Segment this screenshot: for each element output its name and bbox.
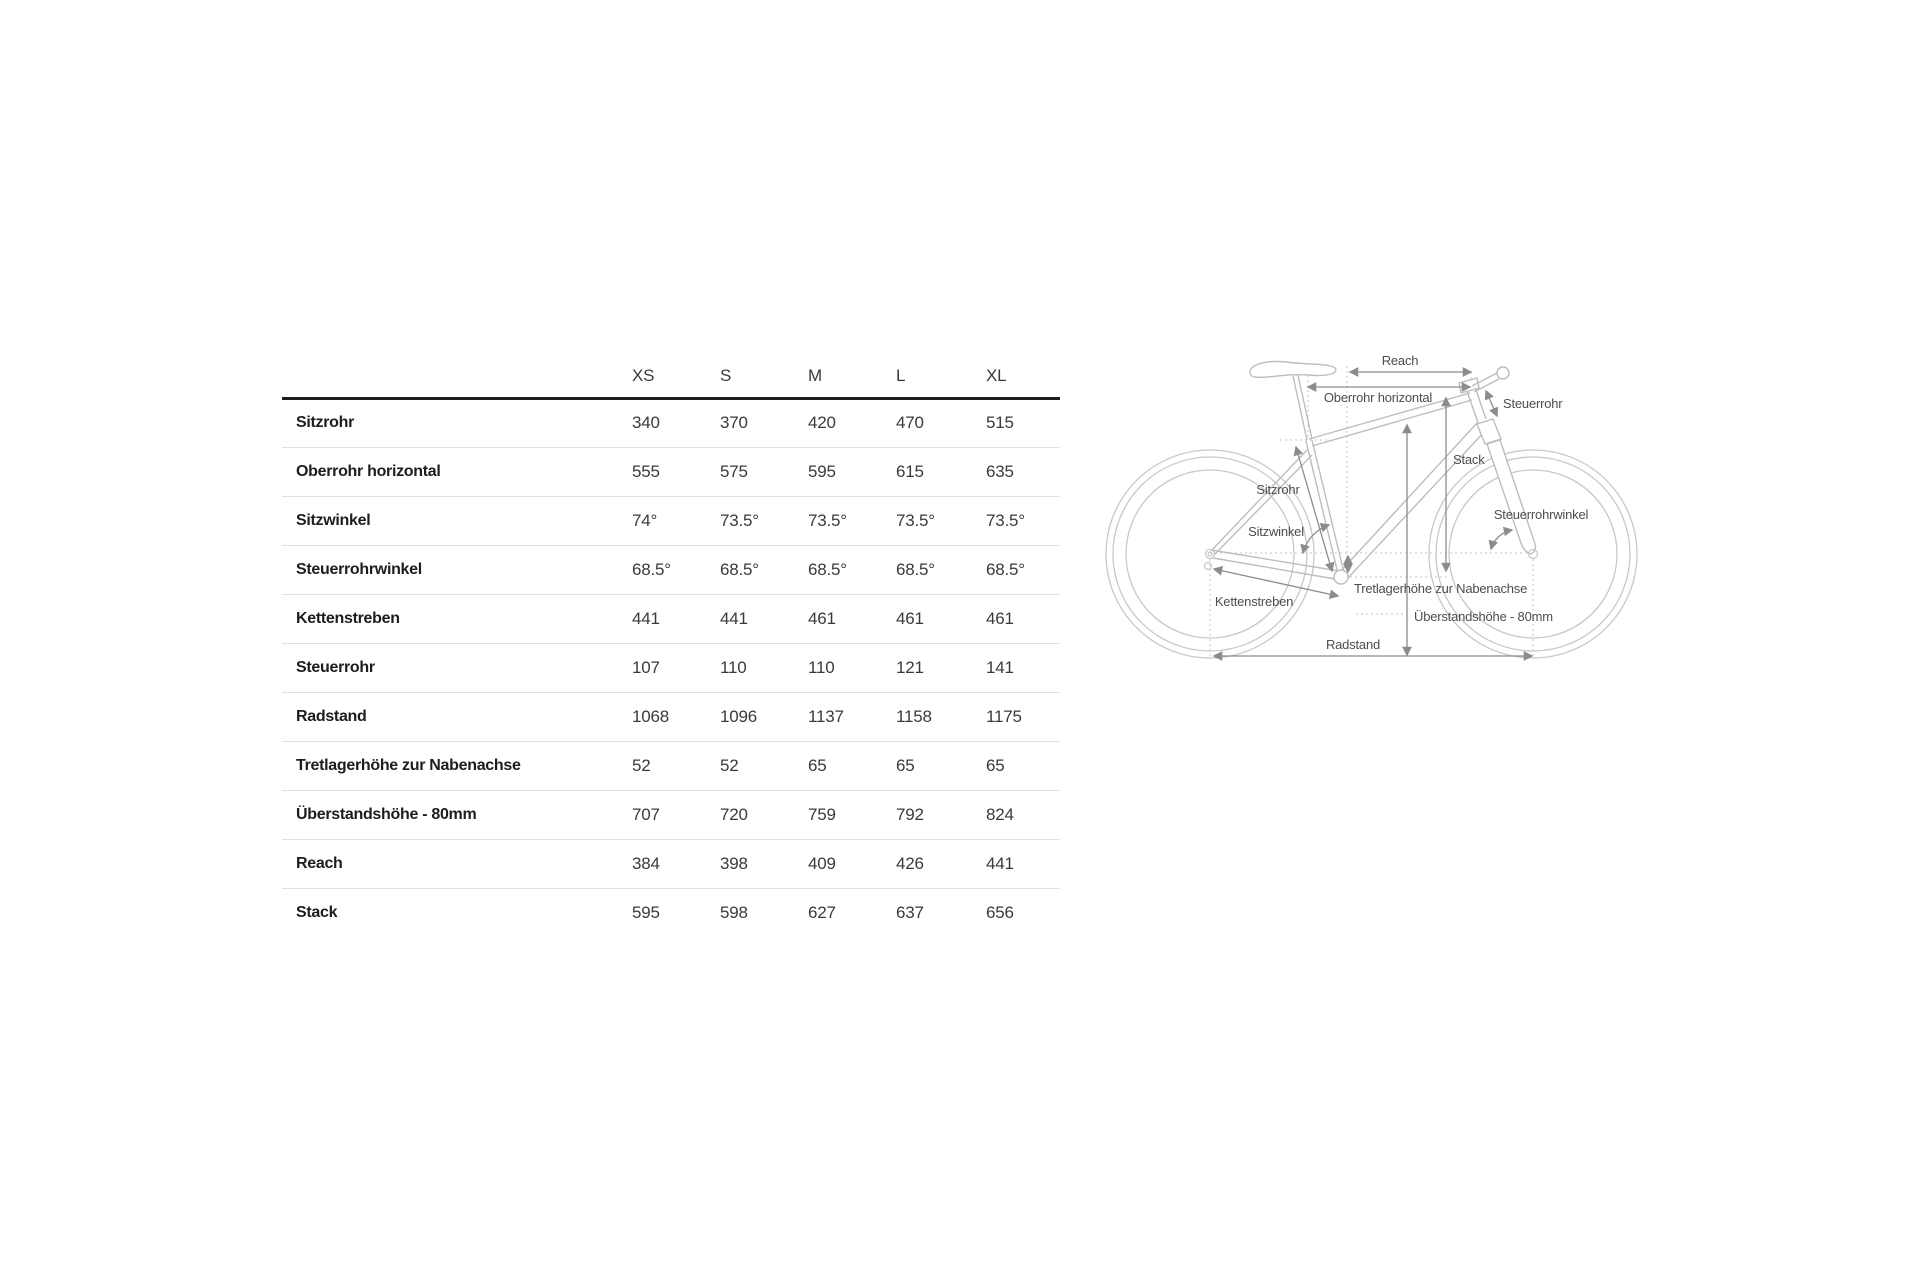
diagram-label-sitzwinkel: Sitzwinkel	[1248, 524, 1304, 539]
cell: 65	[896, 741, 986, 790]
cell: 73.5°	[808, 496, 896, 545]
cell: 441	[720, 594, 808, 643]
cell: 73.5°	[986, 496, 1060, 545]
table-row	[282, 447, 1060, 496]
saddle-icon	[1250, 361, 1336, 377]
cell: 759	[808, 790, 896, 839]
cell: 384	[632, 839, 720, 888]
cell: 707	[632, 790, 720, 839]
row-label: Überstandshöhe - 80mm	[282, 790, 632, 839]
cell: 68.5°	[986, 545, 1060, 594]
cell: 52	[720, 741, 808, 790]
cell: 637	[896, 902, 924, 922]
row-label: Steuerrohr	[282, 643, 632, 692]
steuerrohrwinkel-arc	[1491, 530, 1512, 549]
row-label: Stack	[296, 903, 338, 921]
cell: 52	[632, 741, 720, 790]
cell: 1158	[896, 692, 986, 741]
cell: 370	[720, 398, 808, 447]
table-row	[282, 888, 1060, 937]
diagram-label-steuerrohrwinkel: Steuerrohrwinkel	[1493, 507, 1589, 522]
cell: 65	[808, 741, 896, 790]
diagram-label-stack: Stack	[1453, 452, 1485, 467]
cell: 555	[632, 447, 720, 496]
cell: 409	[808, 839, 896, 888]
cell: 1137	[808, 692, 896, 741]
bottom-bracket-icon	[1334, 570, 1348, 584]
row-label: Sitzrohr	[282, 398, 632, 447]
diagram-label-tretlagerhoehe: Tretlagerhöhe zur Nabenachse	[1354, 581, 1528, 596]
bike-geometry-diagram	[1100, 340, 1660, 670]
cell: 65	[986, 741, 1060, 790]
diagram-label-radstand: Radstand	[1325, 637, 1381, 652]
cell: 110	[720, 643, 808, 692]
table-header	[282, 355, 1060, 398]
diagram-label-oberrohr: Oberrohr horizontal	[1323, 390, 1433, 405]
table-row	[282, 790, 1060, 839]
diagram-label-kettenstreben: Kettenstreben	[1214, 594, 1294, 609]
row-label: Radstand	[282, 692, 632, 741]
cell: 73.5°	[896, 496, 986, 545]
cell: 627	[808, 902, 836, 922]
cell: 68.5°	[720, 545, 808, 594]
row-label: Steuerrohrwinkel	[282, 545, 632, 594]
diagram-label-steuerrohr: Steuerrohr	[1503, 396, 1563, 411]
table-row	[282, 398, 1060, 447]
header-size-xs: XS	[632, 365, 655, 385]
cell: 720	[720, 790, 808, 839]
cell: 68.5°	[808, 545, 896, 594]
row-label: Kettenstreben	[282, 594, 632, 643]
header-size-l: L	[896, 365, 906, 385]
table-row	[282, 496, 1060, 545]
rear-hub-icon	[1206, 550, 1215, 559]
steuerrohr-arrow	[1486, 391, 1497, 416]
cell: 461	[896, 594, 986, 643]
cell: 340	[632, 398, 720, 447]
diagram-label-ueberstandshoehe: Überstandshöhe - 80mm	[1414, 609, 1553, 624]
handlebar-icon	[1497, 367, 1509, 379]
table-row	[282, 741, 1060, 790]
table-row	[282, 643, 1060, 692]
table-body	[282, 398, 1060, 937]
cell: 656	[986, 902, 1014, 922]
bike-diagram-svg	[1100, 340, 1660, 670]
cell: 73.5°	[720, 496, 808, 545]
cell: 595	[808, 447, 896, 496]
cell: 461	[808, 594, 896, 643]
cell: 595	[632, 902, 660, 922]
cell: 441	[632, 594, 720, 643]
table-row	[282, 545, 1060, 594]
geometry-table	[282, 355, 1060, 937]
row-label: Reach	[282, 839, 632, 888]
cell: 441	[986, 839, 1060, 888]
diagram-labels	[1215, 353, 1589, 652]
cell: 1068	[632, 692, 720, 741]
kettenstreben-arrow	[1214, 569, 1338, 596]
cell: 461	[986, 594, 1060, 643]
table-row	[282, 692, 1060, 741]
header-row	[282, 355, 1060, 398]
cell: 470	[896, 398, 986, 447]
cell: 426	[896, 839, 986, 888]
cell: 68.5°	[896, 545, 986, 594]
table-row	[282, 839, 1060, 888]
cell: 107	[632, 643, 720, 692]
cell: 74°	[632, 496, 720, 545]
cell: 68.5°	[632, 545, 720, 594]
cell: 615	[896, 447, 986, 496]
header-size-s: S	[720, 365, 732, 385]
front-wheel-icon	[1429, 450, 1637, 658]
cell: 1175	[986, 692, 1060, 741]
table-row	[282, 594, 1060, 643]
diagram-label-reach: Reach	[1381, 353, 1419, 368]
cell: 824	[986, 790, 1060, 839]
diagram-label-sitzrohr: Sitzrohr	[1256, 482, 1300, 497]
cell: 635	[986, 447, 1060, 496]
cell: 110	[808, 643, 896, 692]
header-empty	[282, 355, 632, 398]
geometry-table-wrap	[282, 355, 1060, 937]
row-label: Oberrohr horizontal	[282, 447, 632, 496]
cell: 792	[896, 790, 986, 839]
header-size-xl: XL	[986, 365, 1007, 385]
cell: 1096	[720, 692, 808, 741]
cell: 420	[808, 398, 896, 447]
cell: 598	[720, 902, 748, 922]
cell: 121	[896, 643, 986, 692]
cell: 515	[986, 398, 1060, 447]
header-size-m: M	[808, 365, 822, 385]
row-label: Sitzwinkel	[282, 496, 632, 545]
cell: 398	[720, 839, 808, 888]
row-label: Tretlagerhöhe zur Nabenachse	[282, 741, 632, 790]
cell: 575	[720, 447, 808, 496]
cell: 141	[986, 643, 1060, 692]
